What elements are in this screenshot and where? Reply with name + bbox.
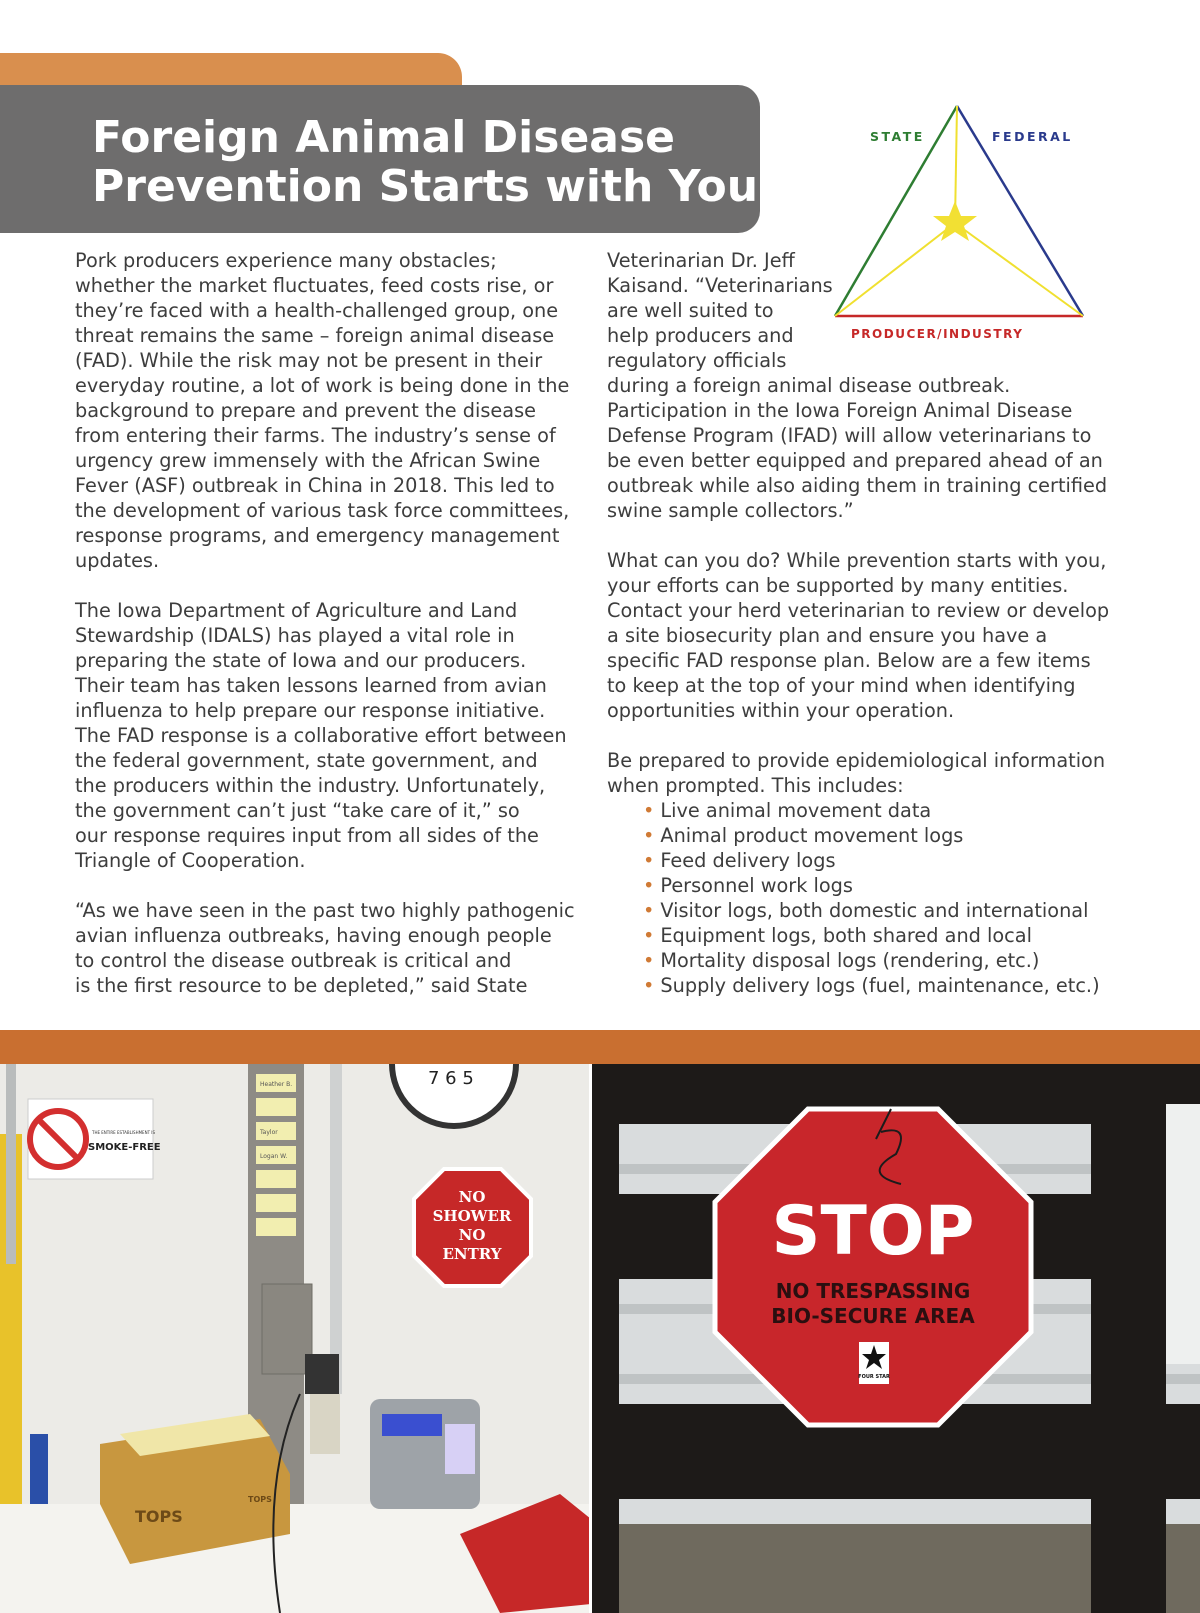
body-text-line: influenza to help prepare our response initiative. [75,699,546,722]
body-text-line: your efforts can be supported by many entities. [607,574,1069,597]
bullet-dot-icon: • [643,899,655,922]
body-text-line: regulatory officials [607,349,787,372]
diagram-label-state: STATE [870,129,925,144]
smoke-sign-small-text: THE ENTIRE ESTABLISHMENT IS [92,1130,156,1135]
bullet-text: Feed delivery logs [660,849,836,872]
building-window [1166,1104,1200,1364]
sign-line-shower: SHOWER [432,1207,512,1225]
time-clock-display [382,1414,442,1436]
body-text-line: Defense Program (IFAD) will allow veterinarians to [607,424,1092,447]
time-card [256,1194,296,1212]
body-text-line: threat remains the same – foreign animal disease [75,324,555,347]
bullet-item [607,973,1109,998]
bullet-text: Personnel work logs [660,874,853,897]
conduit-pipe [330,1064,342,1394]
bio-secure-text: BIO-SECURE AREA [771,1304,975,1328]
body-text-line: background to prepare and prevent the disease [75,399,536,422]
body-text-line: “As we have seen in the past two highly pathogenic [75,899,575,922]
body-text-line: preparing the state of Iowa and our producers. [75,649,527,672]
article-column-left [75,248,575,998]
bullet-item [607,898,1109,923]
conduit-pipe [6,1064,16,1264]
body-text-line: Contact your herd veterinarian to review or develop [607,599,1110,622]
bullet-text: Mortality disposal logs (rendering, etc.) [660,949,1040,972]
time-card-label: Taylor [260,1129,278,1136]
box-brand: TOPS [135,1507,183,1526]
electrical-outlet [310,1394,340,1454]
wall-pocket [262,1284,312,1374]
body-text-line: are well suited to [607,299,774,322]
bullet-dot-icon: • [643,874,655,897]
page-title-line-2: Prevention Starts with You [92,161,759,212]
body-text-line: What can you do? While prevention starts with you, [607,549,1107,572]
body-text-line: to keep at the top of your mind when identifying [607,674,1076,697]
body-text-line: during a foreign animal disease outbreak. [607,374,1011,397]
time-card [256,1218,296,1236]
bullet-item [607,823,1109,848]
time-card-label: Heather B. [260,1081,293,1088]
body-text-line: Pork producers experience many obstacles; [75,249,497,272]
body-text-line: they’re faced with a health-challenged group, one [75,299,559,322]
bullet-item [607,848,1109,873]
body-text-line: Triangle of Cooperation. [75,849,306,872]
bullet-dot-icon: • [643,799,655,822]
bullet-dot-icon: • [643,974,655,997]
no-trespassing-text: NO TRESPASSING [775,1279,971,1303]
bullet-text: Visitor logs, both domestic and international [660,899,1089,922]
photo-section-band [0,1030,1200,1065]
bullet-dot-icon: • [643,924,655,947]
body-text-line: Their team has taken lessons learned from avian [75,674,547,697]
photo-divider [589,1064,592,1613]
photo-farm-entry-room [0,1064,591,1613]
body-text-line: Fever (ASF) outbreak in China in 2018. This led to [75,474,555,497]
sign-line-no: NO [458,1188,486,1206]
page-title-line-1: Foreign Animal Disease [92,112,676,163]
paragraph-gap [75,873,575,898]
body-text-line: from entering their farms. The industry’s sense of [75,424,556,447]
body-text-line: Participation in the Iowa Foreign Animal Disease [607,399,1073,422]
power-adapter [305,1354,339,1394]
body-text-line: swine sample collectors.” [607,499,854,522]
clock-digits: 7 6 5 [428,1068,474,1089]
blue-switch-box [30,1434,48,1509]
fence-post [1091,1064,1166,1613]
paragraph-gap [75,573,575,598]
diagram-label-federal: FEDERAL [992,129,1073,144]
body-text-line: is the first resource to be depleted,” said State [75,974,528,997]
body-text-line: when prompted. This includes: [607,774,904,797]
sign-line-entry: ENTRY [442,1245,502,1263]
bullet-text: Animal product movement logs [660,824,964,847]
body-text-line: avian influenza outbreaks, having enough people [75,924,552,947]
body-text-line: opportunities within your operation. [607,699,955,722]
bullet-item [607,873,1109,898]
body-text-line: updates. [75,549,160,572]
box-brand-side: TOPS [248,1495,272,1504]
body-text-line: a site biosecurity plan and ensure you have a [607,624,1048,647]
body-text-line: the producers within the industry. Unfortunately, [75,774,546,797]
body-text-line: Kaisand. “Veterinarians [607,274,833,297]
body-text-line: help producers and [607,324,794,347]
fence-post [591,1064,619,1613]
body-text-line: our response requires input from all sides of the [75,824,539,847]
body-text-line: specific FAD response plan. Below are a few items [607,649,1091,672]
body-text-line: urgency grew immensely with the African Swine [75,449,541,472]
body-text-line: everyday routine, a lot of work is being done in the [75,374,570,397]
bullet-item [607,798,1109,823]
body-text-line: be even better equipped and prepared ahead of an [607,449,1103,472]
bullet-text: Live animal movement data [660,799,932,822]
body-text-line: to control the disease outbreak is critical and [75,949,512,972]
bullet-text: Supply delivery logs (fuel, maintenance, etc.) [660,974,1100,997]
body-text-line: the government can’t just “take care of it,” so [75,799,520,822]
body-text-line: The FAD response is a collaborative effort between [75,724,567,747]
bullet-item [607,948,1109,973]
four-star-logo-text: FOUR STAR [858,1374,890,1380]
body-text-line: The Iowa Department of Agriculture and Land [75,599,518,622]
body-text-line: the federal government, state government, and [75,749,538,772]
paragraph-gap [607,523,1109,548]
body-text-line: outbreak while also aiding them in training certified [607,474,1108,497]
smoke-sign-text: SMOKE-FREE [88,1142,161,1153]
stop-text: STOP [771,1192,975,1271]
time-card-label: Logan W. [260,1153,288,1160]
body-text-line: (FAD). While the risk may not be present in their [75,349,543,372]
bullet-dot-icon: • [643,824,655,847]
time-card [256,1098,296,1116]
body-text-line: Veterinarian Dr. Jeff [607,249,795,272]
bullet-item [607,923,1109,948]
body-text-line: Be prepared to provide epidemiological information [607,749,1106,772]
body-text-line: whether the market fluctuates, feed costs rise, or [75,274,554,297]
time-card [256,1170,296,1188]
bullet-dot-icon: • [643,949,655,972]
article-column-right [607,248,1109,998]
bullet-text: Equipment logs, both shared and local [660,924,1032,947]
bullet-dot-icon: • [643,849,655,872]
time-clock-light [445,1424,475,1474]
body-text-line: response programs, and emergency management [75,524,560,547]
body-text-line: the development of various task force committees, [75,499,570,522]
photo-stop-sign-gate [591,1064,1200,1613]
diagram-label-producer: PRODUCER/INDUSTRY [851,327,1024,341]
sign-line-no: NO [458,1226,486,1244]
paragraph-gap [607,723,1109,748]
body-text-line: Stewardship (IDALS) has played a vital role in [75,624,515,647]
